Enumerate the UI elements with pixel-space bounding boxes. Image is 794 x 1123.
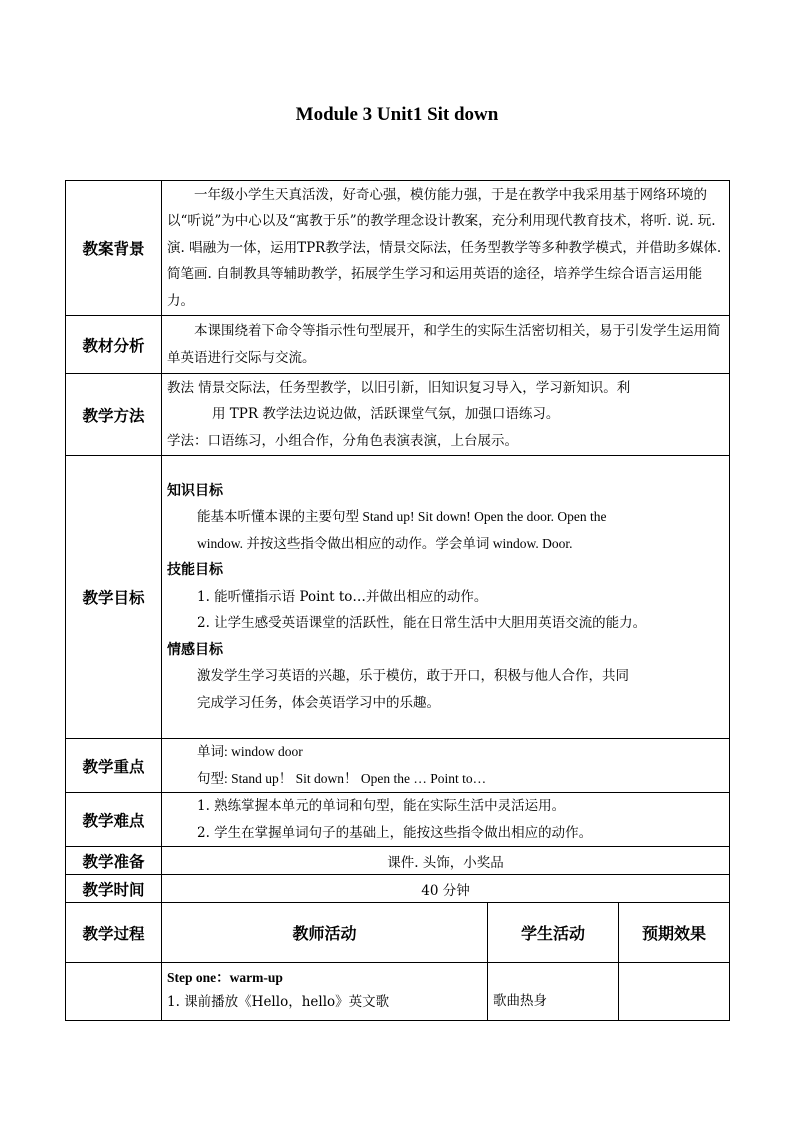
col-expected-effect: 预期效果 [619, 903, 730, 963]
page-title: Module 3 Unit1 Sit down [295, 104, 499, 125]
row-time [66, 875, 730, 903]
row-difficulties [66, 793, 730, 847]
row-method [66, 374, 730, 456]
method-line-1: 教法 情景交际法，任务型教学，以旧引新，旧知识复习导入，学习新知识。利 [167, 379, 631, 396]
keypoints-sentences: 句型: Stand up！ Sit down！ Open the … Point to… [197, 770, 487, 786]
method-line-2: 用 TPR 教学法边说边做，活跃课堂气氛，加强口语练习。 [212, 406, 560, 423]
row-process-header [66, 903, 730, 963]
step-one-effect [619, 963, 730, 1021]
lesson-plan-table [65, 180, 730, 1021]
label-keypoints: 教学重点 [66, 739, 162, 793]
label-goals: 教学目标 [66, 456, 162, 739]
label-analysis: 教材分析 [66, 316, 162, 374]
step-one-teacher-1: 1. 课前播放《Hello，hello》英文歌 [167, 994, 390, 1010]
background-text: 一年级小学生天真活泼，好奇心强，模仿能力强，于是在教学中我采用基于网络环境的以“听说”为中心以及“寓教于乐”的教学理念设计教案，充分利用现代教育技术，将听. 说. 玩. 演. 唱融为一体，运用TPR教学法，情景交际法，任务型教学等多种教学模式，并借助多媒体. 简笔画. 自制教具等辅助教学，拓展学生学习和运用英语的途径，培养学生综合语言运用能力。 [167, 186, 722, 309]
col-student-activity: 学生活动 [488, 903, 619, 963]
row-keypoints [66, 739, 730, 793]
emotion-goal-line-1: 激发学生学习英语的兴趣，乐于模仿，敢于开口，积极与他人合作，共同 [197, 668, 629, 685]
knowledge-goal-heading: 知识目标 [167, 482, 223, 499]
difficulty-2: 2. 学生在掌握单词句子的基础上，能按这些指令做出相应的动作。 [197, 824, 593, 841]
emotion-goal-heading: 情感目标 [167, 641, 223, 658]
difficulty-1: 1. 熟练掌握本单元的单词和句型，能在实际生活中灵活运用。 [197, 798, 566, 814]
emotion-goal-line-2: 完成学习任务，体会英语学习中的乐趣。 [197, 694, 440, 711]
time-value: 40 分钟 [162, 875, 730, 903]
step-one-student: 歌曲热身 [493, 993, 547, 1009]
prep-value: 课件. 头饰，小奖品 [162, 847, 730, 875]
label-difficulties: 教学难点 [66, 793, 162, 847]
label-prep: 教学准备 [66, 847, 162, 875]
keypoints-words: 单词: window door [197, 744, 303, 759]
label-method: 教学方法 [66, 374, 162, 456]
label-time: 教学时间 [66, 875, 162, 903]
row-prep [66, 847, 730, 875]
row-step-one [66, 963, 730, 1021]
knowledge-goal-line-1: 能基本听懂本课的主要句型 Stand up! Sit down! Open the door. Open the [197, 509, 607, 525]
col-teacher-activity: 教师活动 [162, 903, 488, 963]
knowledge-goal-line-2: window. 并按这些指令做出相应的动作。学会单词 window. Door. [197, 535, 573, 551]
step-one-heading: Step one：warm-up [167, 970, 283, 985]
label-process: 教学过程 [66, 903, 162, 963]
row-analysis [66, 316, 730, 374]
skill-goal-1: 1. 能听懂指示语 Point to…并做出相应的动作。 [197, 588, 488, 605]
row-background [66, 181, 730, 316]
method-line-3: 学法：口语练习，小组合作，分角色表演表演，上台展示。 [167, 432, 518, 449]
label-background: 教案背景 [66, 181, 162, 316]
skill-goal-2: 2. 让学生感受英语课堂的活跃性，能在日常生活中大胆用英语交流的能力。 [197, 615, 647, 632]
analysis-text: 本课围绕着下命令等指示性句型展开，和学生的实际生活密切相关，易于引发学生运用简单英语进行交际与交流。 [167, 323, 721, 366]
row-goals [66, 456, 730, 739]
skill-goal-heading: 技能目标 [167, 562, 223, 579]
